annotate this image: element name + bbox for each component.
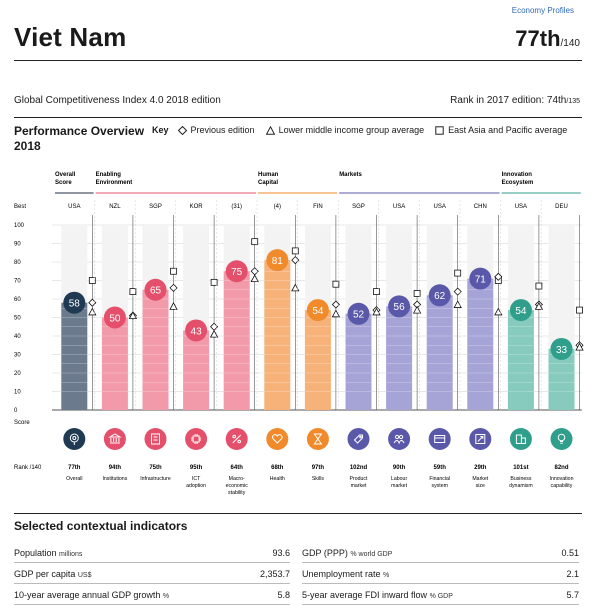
indicator-label: [302, 569, 389, 579]
best-country: (4): [273, 204, 281, 210]
tag-icon: [348, 428, 370, 450]
best-country: NZL: [109, 204, 121, 210]
pillar-label: economic: [225, 483, 248, 489]
indicator-unit: US$: [77, 572, 92, 579]
best-country: USA: [392, 204, 406, 210]
pillar-label: Macro-: [228, 476, 245, 482]
score-bar: [183, 330, 209, 410]
indicator-label: [14, 590, 169, 600]
pillar-label: stability: [228, 490, 246, 496]
score-value: 62: [434, 291, 446, 303]
indicator-label: [302, 548, 392, 558]
group-label: Markets: [339, 172, 362, 178]
rank-value: 102nd: [349, 465, 368, 471]
y-tick-label: 10: [14, 389, 21, 396]
score-value: 58: [68, 298, 80, 310]
score-bar: [346, 314, 372, 410]
score-value: 43: [190, 326, 202, 338]
key-label: Key: [152, 125, 169, 135]
indicator-value: 2.1: [566, 569, 579, 579]
rank-value: 82nd: [554, 465, 569, 471]
rank-value: 95th: [189, 465, 203, 471]
group-label: Environment: [95, 180, 133, 186]
indicator-value: 5.8: [277, 590, 290, 600]
rank-value: 75th: [149, 465, 162, 471]
pillar-label: Business: [510, 476, 532, 482]
best-country: KOR: [189, 204, 203, 210]
best-country: SGP: [149, 204, 162, 210]
row-divider: [302, 604, 579, 605]
best-country: (31): [231, 204, 243, 210]
pillar-label: dynamism: [509, 483, 533, 489]
indicator-value: 2,353.7: [259, 569, 290, 579]
score-bar: [508, 310, 534, 410]
best-country: FIN: [313, 204, 323, 210]
y-tick-label: 30: [14, 352, 21, 359]
indicator-unit: % GDP: [429, 593, 453, 600]
bank-icon: [104, 428, 126, 450]
y-tick-label: 20: [14, 371, 21, 377]
group-label: Score: [55, 180, 72, 186]
pillar-label: Financial: [429, 476, 451, 482]
indicator-value: 0.51: [561, 548, 579, 558]
rank-label: Rank /140: [14, 465, 42, 471]
rank-value: 101st: [513, 465, 529, 471]
score-label: Score: [14, 420, 30, 426]
performance-title: Performance Overview: [14, 124, 145, 138]
pillar-label: market: [350, 483, 367, 489]
score-value: 52: [352, 309, 365, 321]
indicator-unit: % world GDP: [350, 551, 393, 558]
score-bar: [143, 290, 169, 410]
context-title: Selected contextual indicators: [14, 519, 188, 533]
score-value: 75: [231, 267, 243, 279]
group-label: Capital: [258, 180, 279, 186]
indicator-name: 10-year average annual GDP growth: [14, 590, 163, 600]
pillar-label: Skills: [311, 476, 324, 482]
heart-icon: [266, 428, 288, 450]
pillar-label: adoption: [186, 483, 207, 489]
indicator-unit: %: [383, 572, 390, 579]
y-tick-label: 100: [14, 223, 25, 229]
key-previous-label: Previous edition: [190, 125, 255, 135]
group-label: Innovation: [501, 172, 532, 178]
y-tick-label: 60: [14, 297, 21, 303]
pillar-label: Innovation: [549, 476, 574, 482]
rank-value: 77th: [68, 465, 81, 471]
economy-profiles-link[interactable]: Economy Profiles: [511, 6, 574, 15]
y-tick-label: 90: [14, 241, 21, 248]
edition-label: Global Competitiveness Index 4.0 2018 edition: [14, 95, 221, 106]
y-tick-label: 0: [14, 408, 18, 414]
people-icon: [388, 428, 410, 450]
score-value: 50: [109, 313, 121, 325]
indicator-name: GDP per capita: [14, 569, 78, 579]
group-label: Human: [258, 172, 279, 178]
rank-value: 90th: [392, 465, 406, 471]
key-eap-label: East Asia and Pacific average: [448, 125, 568, 135]
score-bar: [264, 260, 290, 410]
pillar-label: capability: [550, 483, 573, 489]
score-value: 54: [515, 305, 527, 317]
score-value: 54: [312, 305, 324, 317]
score-value: 65: [149, 285, 162, 297]
pillar-label: Health: [269, 476, 285, 482]
score-value: 71: [474, 274, 486, 286]
y-tick-label: 40: [14, 334, 21, 340]
eap-marker: [577, 307, 583, 313]
group-label: Ecosystem: [501, 180, 534, 186]
indicator-label: [14, 569, 92, 579]
indicator-label: [302, 590, 453, 600]
indicator-unit: %: [162, 593, 170, 600]
context-rule: [14, 513, 582, 514]
indicator-unit: millions: [59, 551, 83, 558]
pillar-label: Infrastructure: [140, 476, 171, 482]
pillar-label: Institutions: [102, 476, 128, 482]
indicator-name: Unemployment rate: [302, 569, 384, 579]
row-divider: [302, 583, 579, 584]
key-lmi-label: Lower middle income group average: [278, 125, 425, 135]
indicator-name: 5-year average FDI inward flow: [302, 590, 430, 600]
pillar-label: system: [431, 483, 448, 489]
rank-value: 94th: [108, 465, 122, 471]
row-divider: [14, 604, 290, 605]
best-country: USA: [433, 204, 446, 210]
score-bar: [427, 295, 453, 410]
group-label: Overall: [55, 172, 76, 178]
country-title: Viet Nam: [14, 22, 127, 52]
score-bar: [61, 303, 87, 410]
rank-of: /140: [560, 38, 580, 49]
rank-value: 68th: [271, 465, 284, 471]
rank-value: 64th: [230, 465, 243, 471]
pillar-label: size: [475, 483, 485, 489]
row-divider: [14, 583, 290, 584]
best-country: CHN: [473, 204, 487, 210]
road-icon: [145, 428, 167, 450]
best-country: SGP: [352, 204, 365, 210]
y-tick-label: 50: [14, 315, 21, 322]
performance-year: 2018: [14, 139, 41, 153]
pillar-label: Product: [349, 476, 368, 482]
score-bar: [386, 306, 412, 410]
best-country: USA: [68, 204, 81, 210]
score-bar: [224, 271, 250, 410]
rank-value: 59th: [433, 465, 446, 471]
row-divider: [14, 562, 290, 563]
best-label: Best: [14, 204, 27, 210]
pillar-label: Market: [472, 476, 489, 482]
card-icon: [429, 428, 451, 450]
pillar-label: Labour: [391, 476, 408, 482]
pillar-label: Overall: [66, 476, 83, 482]
y-tick-label: 70: [14, 278, 21, 285]
rank-2017-label: Rank in 2017 edition: 74th: [450, 95, 567, 106]
best-country: USA: [514, 204, 528, 210]
indicator-name: Population: [14, 548, 60, 558]
rank-value: 77th: [515, 26, 561, 51]
best-country: DEU: [555, 204, 568, 210]
score-value: 56: [393, 302, 405, 314]
indicator-value: 5.7: [566, 590, 579, 600]
score-bar: [467, 279, 493, 410]
chip-icon: [185, 428, 207, 450]
score-value: 33: [555, 344, 568, 356]
bulb-icon: [551, 428, 573, 450]
pillar-label: market: [391, 483, 408, 489]
score-bar: [305, 310, 331, 410]
indicator-value: 93.6: [272, 548, 290, 558]
pillar-label: ICT: [191, 476, 201, 482]
indicator-name: GDP (PPP): [302, 548, 351, 558]
y-tick-label: 80: [14, 260, 21, 266]
rank-value: 29th: [474, 465, 487, 471]
group-label: Enabling: [95, 172, 121, 178]
rank-value: 97th: [311, 465, 325, 471]
score-value: 81: [271, 255, 283, 267]
row-divider: [302, 562, 579, 563]
rank-2017-of: /135: [566, 98, 580, 105]
indicator-label: [14, 548, 82, 558]
